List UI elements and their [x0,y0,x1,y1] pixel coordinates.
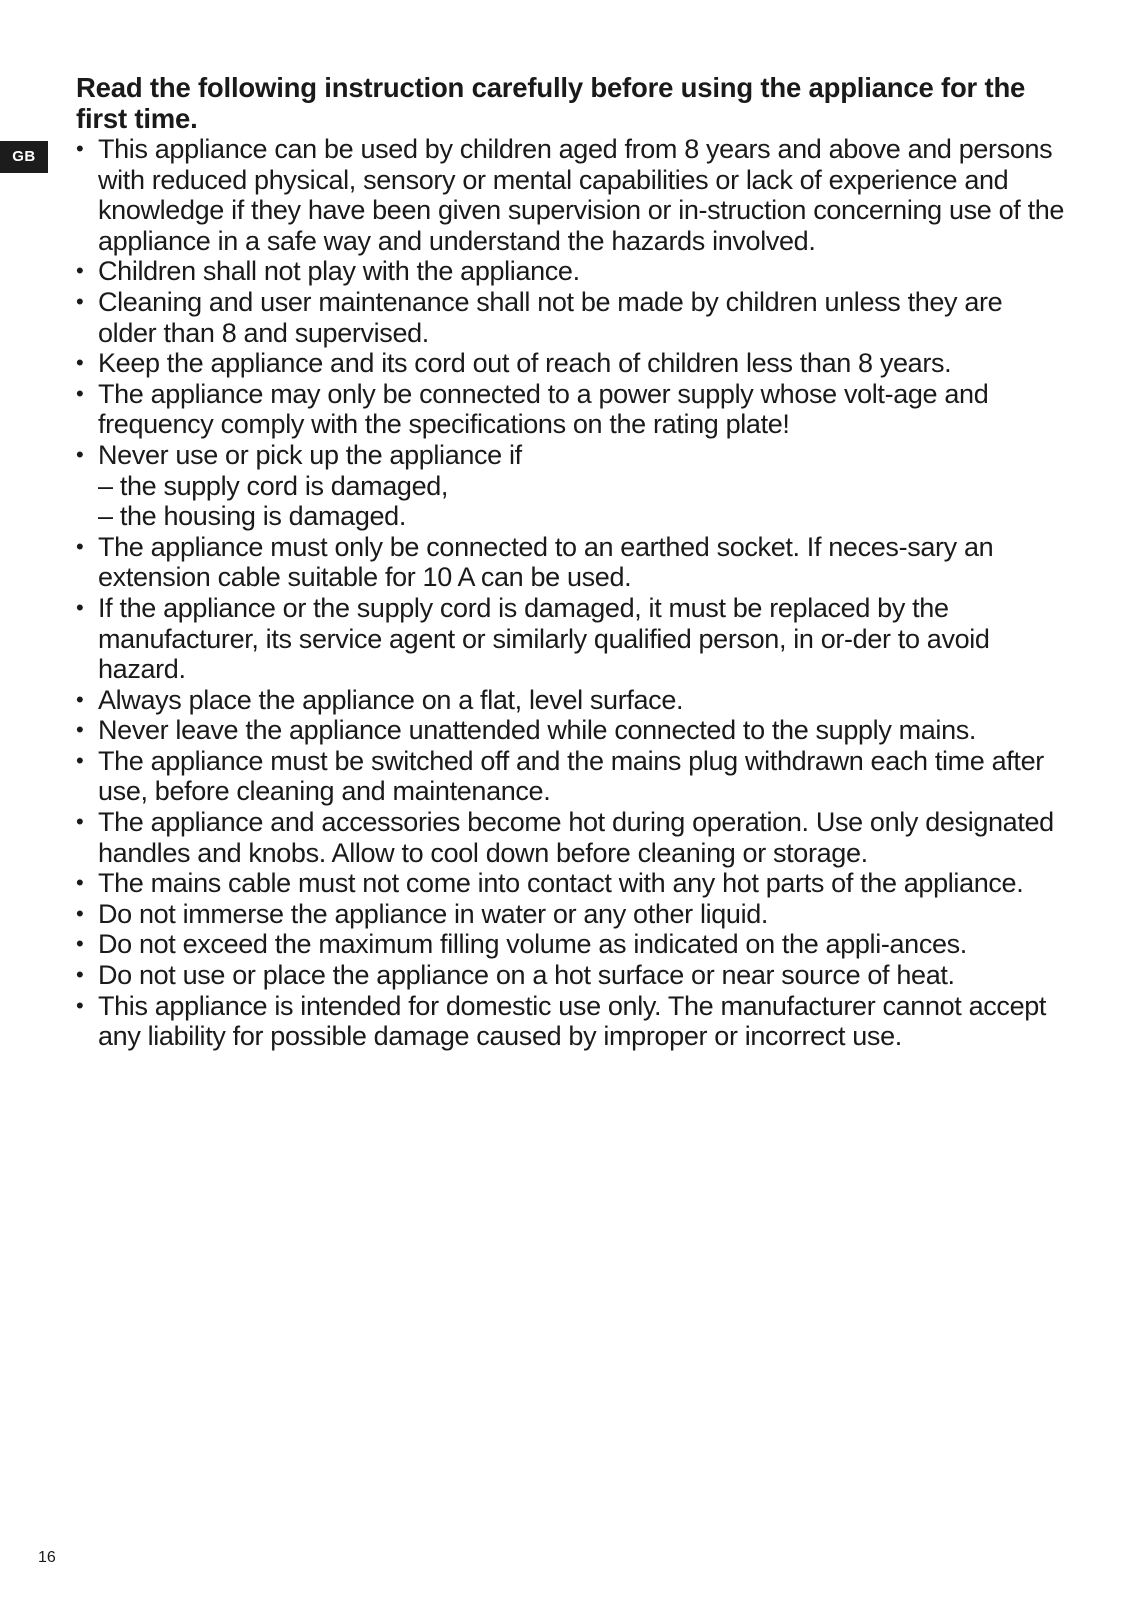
list-item [76,593,1066,685]
list-item-text: Children shall not play with the appliance. [98,256,580,287]
bullet-icon: • [76,931,84,957]
list-item [76,256,1066,287]
bullet-icon: • [76,350,84,376]
list-item [76,899,1066,930]
bullet-icon: • [76,441,84,467]
page-heading: Read the following instruction carefully before using the appliance for the first time. [76,72,1026,134]
list-item-text: Do not use or place the appliance on a hot surface or near source of heat. [98,960,955,991]
bullet-icon: • [76,258,84,284]
list-item [76,807,1066,868]
bullet-icon: • [76,136,84,161]
bullet-icon: • [76,288,84,314]
bullet-icon: • [76,380,84,406]
list-item [76,960,1066,991]
list-item-text: Cleaning and user maintenance shall not be made by children unless they are older than 8 and supervised. [98,286,1003,348]
list-item-text: The appliance may only be connected to a power supply whose volt-age and frequency comply with the specifications on the rating plate! [98,378,989,440]
list-item-text: This appliance is intended for domestic use only. The manufacturer cannot accept any liability for possible damage caused by improper or incorrect use. [98,990,1047,1052]
list-item [76,134,1066,256]
list-item [76,348,1066,379]
list-item [76,287,1066,348]
bullet-icon: • [76,747,84,773]
bullet-icon: • [76,962,84,988]
bullet-icon: • [76,870,84,896]
list-item [76,746,1066,807]
list-item [76,440,1066,532]
list-item-text: Always place the appliance on a flat, level surface. [98,684,684,715]
list-item [76,685,1066,716]
list-item [76,868,1066,899]
list-item [76,991,1066,1052]
bullet-icon: • [76,809,84,835]
list-item [76,929,1066,960]
list-item [76,379,1066,440]
bullet-icon: • [76,533,84,559]
list-item-text: Never leave the appliance unattended while connected to the supply mains. [98,715,977,746]
safety-instructions [76,72,1066,1052]
list-item-text: The appliance and accessories become hot during operation. Use only designated handles and knobs. Allow to cool down before cleaning or storage. [98,807,1054,868]
list-item [76,532,1066,593]
list-item-text: Never use or pick up the appliance if – the supply cord is damaged, – the housing is damaged. [98,439,522,532]
page-number: 16 [38,1549,56,1566]
list-item-text: Do not exceed the maximum filling volume as indicated on the appli-ances. [98,929,967,960]
list-item-text: The appliance must be switched off and the mains plug withdrawn each time after use, before cleaning and maintenance. [98,745,1044,807]
list-item-text: Keep the appliance and its cord out of reach of children less than 8 years. [98,348,952,379]
bullet-icon: • [76,717,84,743]
list-item [76,715,1066,746]
bullet-icon: • [76,686,84,712]
list-item-text: The appliance must only be connected to an earthed socket. If neces-sary an extension cable suitable for 10 A can be used. [98,531,994,593]
language-tab: GB [0,141,48,173]
list-item-text: If the appliance or the supply cord is damaged, it must be replaced by the manufacturer, its service agent or similarly qualified person, in or-der to avoid hazard. [98,592,990,685]
list-item-text: This appliance can be used by children aged from 8 years and above and persons with reduced physical, sensory or mental capabilities or lack of experience and knowledge if they have been given supervision or in-struction concerning use of the appliance in a safe way and understand the hazards involved. [98,134,1065,256]
list-item-text: The mains cable must not come into contact with any hot parts of the appliance. [98,868,1024,899]
instruction-list [76,134,1066,1052]
list-item-text: Do not immerse the appliance in water or any other liquid. [98,898,769,929]
bullet-icon: • [76,992,84,1018]
bullet-icon: • [76,594,84,620]
bullet-icon: • [76,900,84,926]
